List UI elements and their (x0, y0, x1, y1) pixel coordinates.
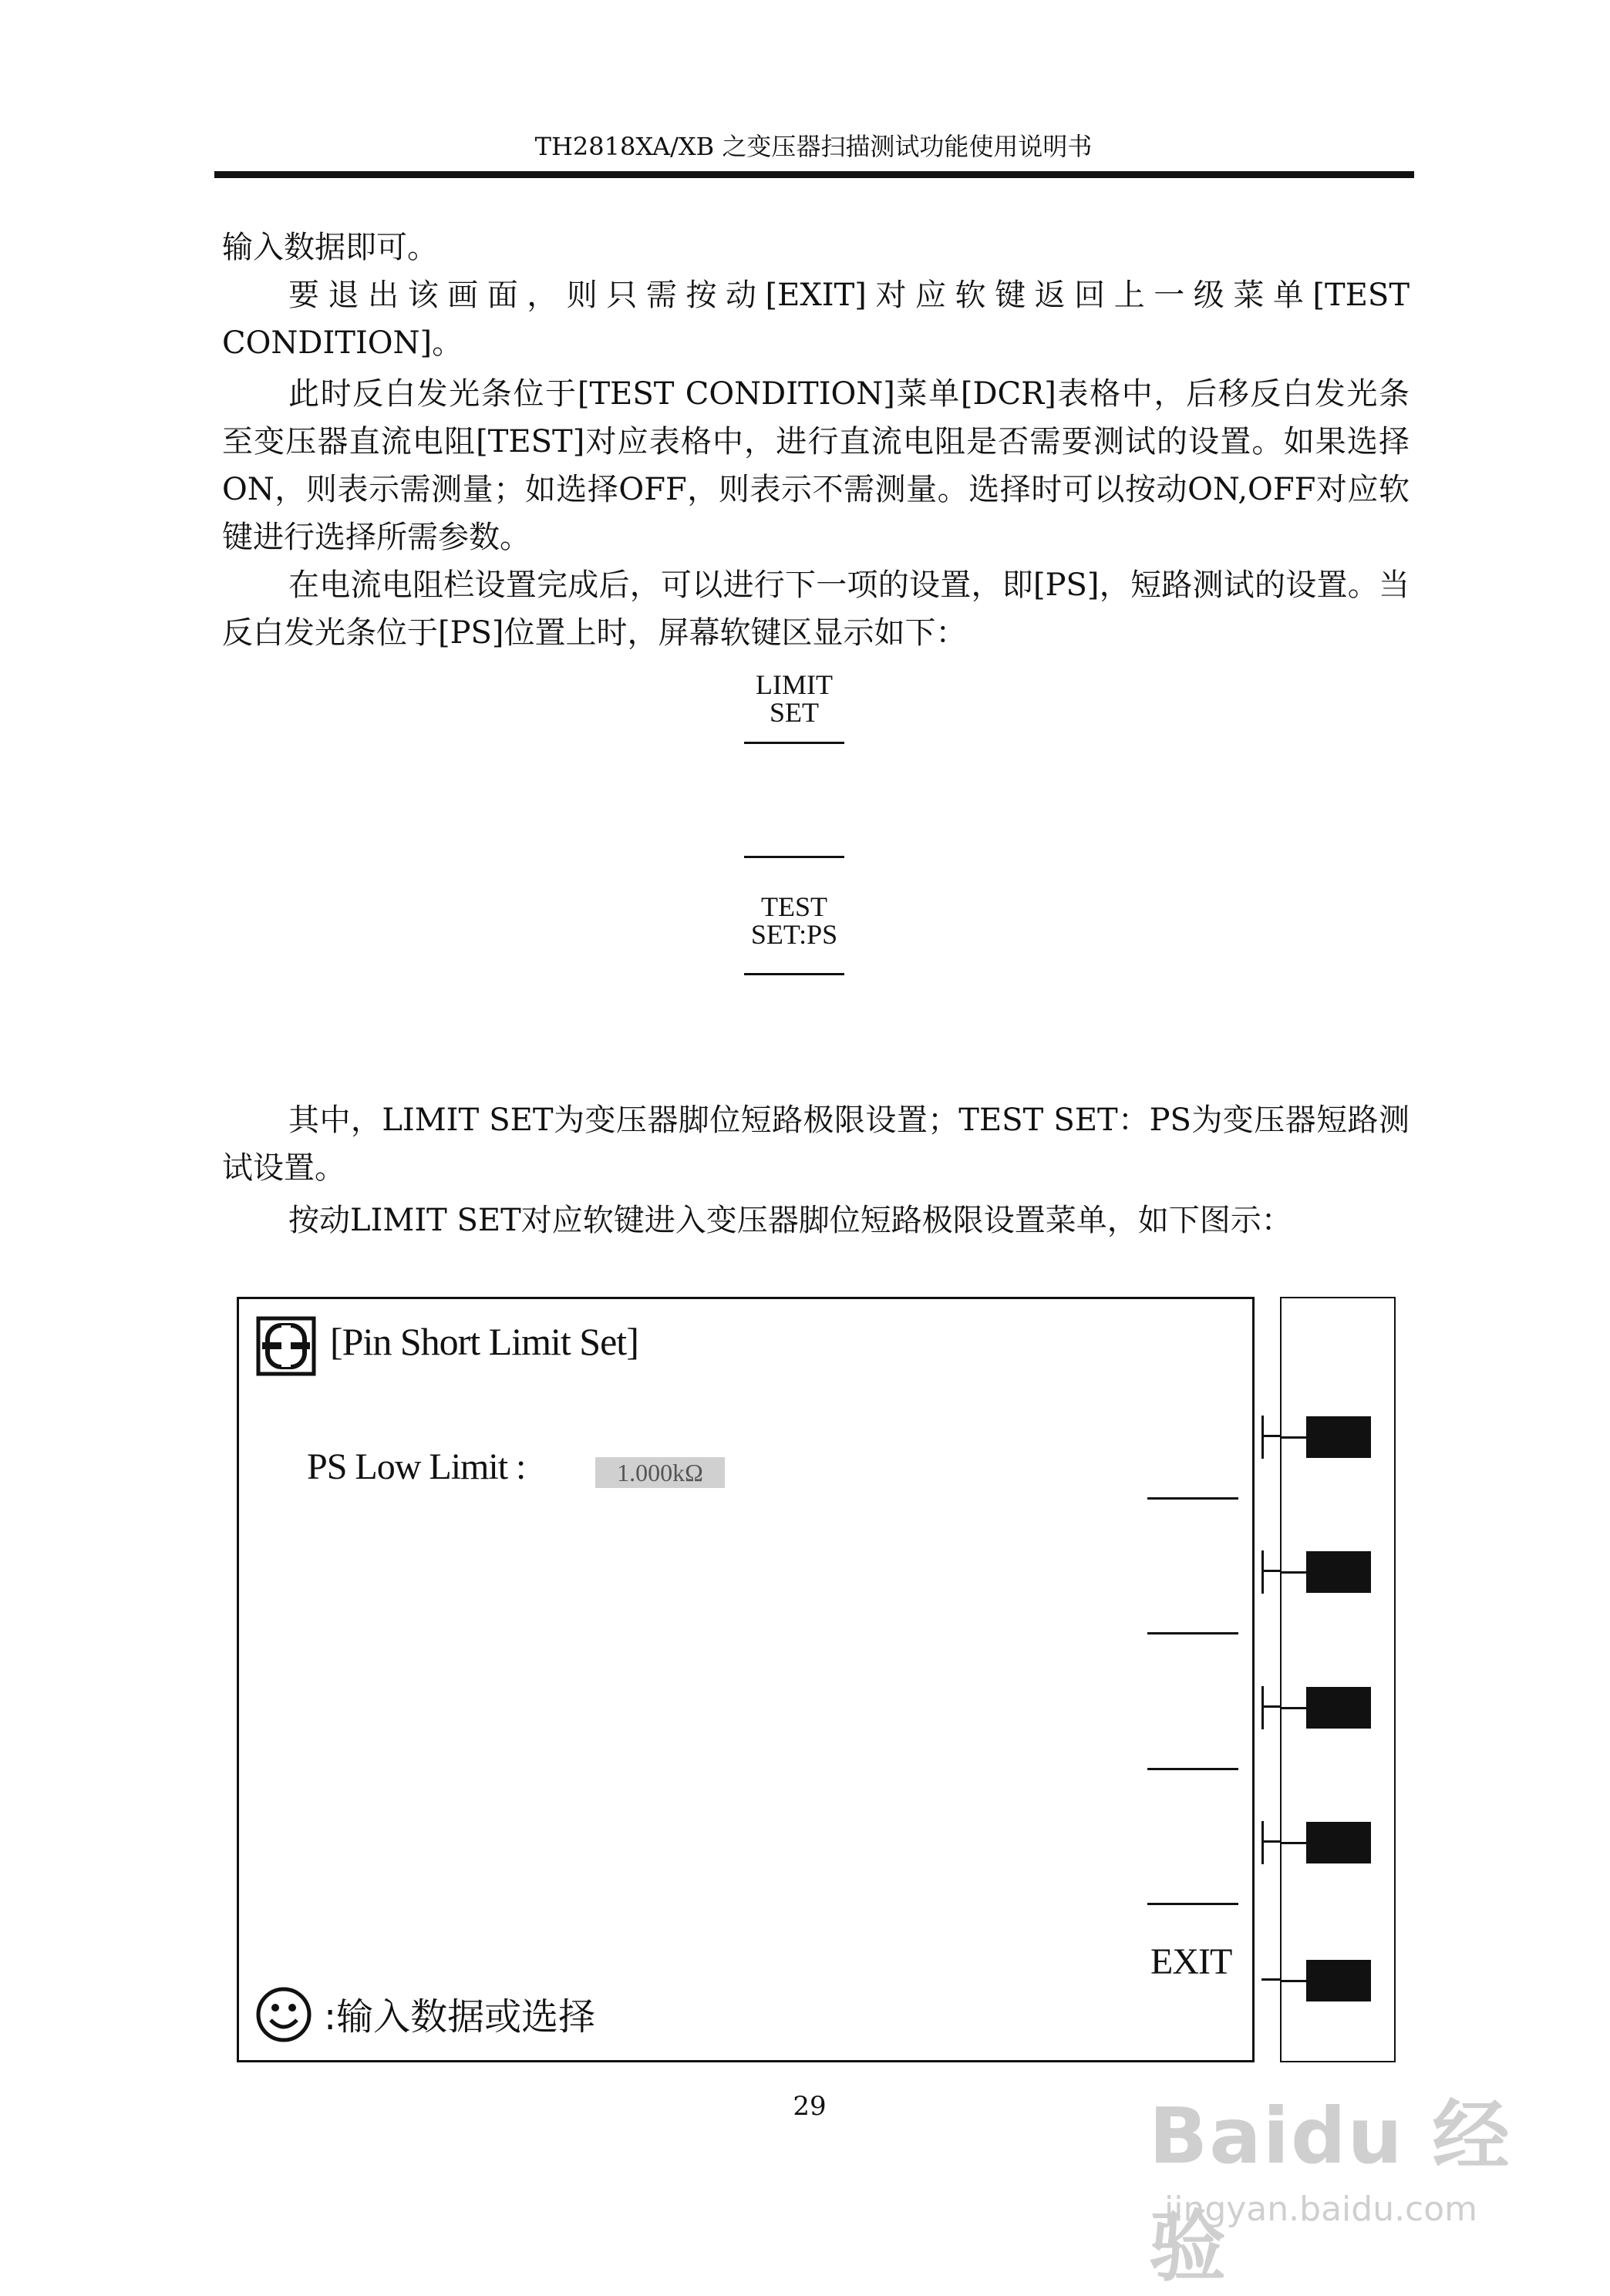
ps-low-limit-value[interactable]: 1.000kΩ (595, 1457, 725, 1488)
softkey-button-4[interactable] (1306, 1822, 1371, 1863)
page-number: 29 (793, 2091, 827, 2122)
smiley-icon (254, 1985, 313, 2044)
softkey-test-set-line1: TEST (761, 891, 827, 922)
paragraph-5: 其中，LIMIT SET为变压器脚位短路极限设置；TEST SET：PS为变压器短路测试设置。 (222, 1103, 1410, 1186)
screen-softkey-4-line (1147, 1903, 1238, 1905)
key-3-connector-vertical (1261, 1686, 1264, 1729)
key-5-connector (1261, 1978, 1280, 1981)
softkey-2-underline (744, 856, 844, 858)
softkey-button-1[interactable] (1306, 1416, 1371, 1458)
key-1-connector (1261, 1435, 1280, 1437)
softkey-test-set-ps (717, 893, 871, 948)
screen-softkey-3-line (1147, 1768, 1238, 1770)
document-header: TH2818XA/XB 之变压器扫描测试功能使用说明书 (534, 132, 1093, 161)
watermark-brand: Baidu 经验 (1149, 2091, 1511, 2292)
key-4-connector (1261, 1840, 1280, 1843)
softkey-test-set-line2: SET:PS (750, 919, 838, 950)
paragraph-2: 要退出该画面，则只需按动[EXIT]对应软键返回上一级菜单[TEST CONDITION]。 (222, 278, 1410, 361)
key-3-connector (1261, 1705, 1280, 1708)
key-1-connector-vertical (1261, 1416, 1264, 1459)
softkey-button-2[interactable] (1306, 1551, 1371, 1593)
softkey-3-underline (744, 973, 844, 975)
key-5-lead (1282, 1980, 1306, 1982)
paragraph-1: 输入数据即可。 (222, 230, 438, 265)
instrument-screen (237, 1297, 1255, 2062)
status-text: :输入数据或选择 (324, 1995, 596, 2038)
softkey-limit-set-line1: LIMIT (756, 669, 833, 700)
softkey-limit-set-line2: SET (769, 697, 819, 728)
screen-exit-label: EXIT (1150, 1941, 1232, 1982)
key-4-connector-vertical (1261, 1821, 1264, 1864)
paragraph-3: 此时反白发光条位于[TEST CONDITION]菜单[DCR]表格中，后移反白发光条至变压器直流电阻[TEST]对应表格中，进行直流电阻是否需要测试的设置。如果选择ON，则表示需测量；如选择OFF，则表示不需测量。选择时可以按动ON,OFF对应软键进行选择所需参数。 (222, 376, 1410, 555)
screen-title: [Pin Short Limit Set] (330, 1320, 638, 1363)
key-2-connector (1261, 1570, 1280, 1572)
screen-softkey-1-line (1147, 1497, 1238, 1500)
ps-low-limit-label: PS Low Limit : (307, 1446, 526, 1487)
softkey-limit-set (717, 671, 871, 726)
screen-softkey-2-line (1147, 1632, 1238, 1634)
paragraph-6: 按动LIMIT SET对应软键进入变压器脚位短路极限设置菜单，如下图示： (288, 1203, 1292, 1238)
paragraph-4: 在电流电阻栏设置完成后，可以进行下一项的设置，即[PS]，短路测试的设置。当反白发光条位于[PS]位置上时，屏幕软键区显示如下： (222, 567, 1410, 651)
softkey-button-3[interactable] (1306, 1687, 1371, 1729)
watermark-url: jingyan.baidu.com (1164, 2190, 1478, 2229)
key-3-lead (1282, 1707, 1306, 1709)
softkey-panel (1280, 1297, 1396, 2062)
menu-icon (256, 1316, 316, 1376)
key-2-lead (1282, 1571, 1306, 1574)
key-4-lead (1282, 1842, 1306, 1844)
key-2-connector-vertical (1261, 1550, 1264, 1594)
key-1-lead (1282, 1436, 1306, 1439)
watermark (1149, 2074, 1550, 2292)
softkey-1-underline (744, 742, 844, 744)
softkey-button-exit[interactable] (1306, 1960, 1371, 2001)
header-rule (214, 171, 1414, 178)
